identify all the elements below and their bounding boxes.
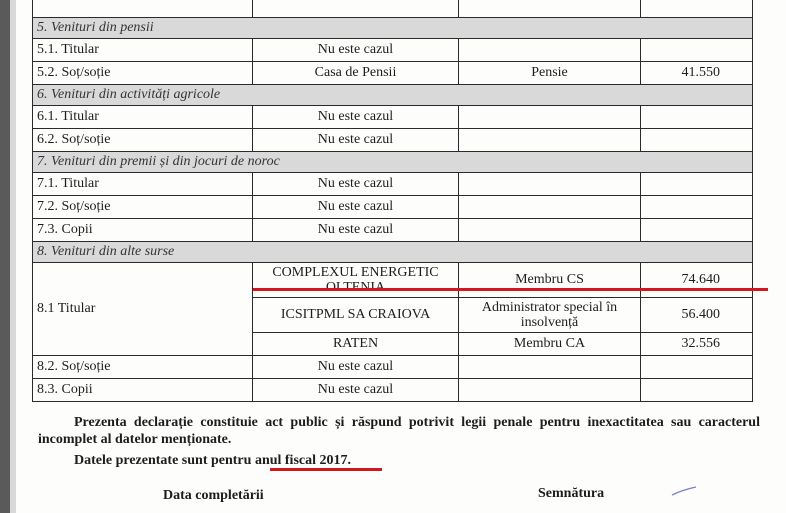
income-source: Nu este cazul [253,39,459,62]
income-service [459,39,641,62]
legal-statement: Prezenta declarație constituie act public și răspund potrivit legii penale pentru inexactitatea sau caracterul incomplet al datelor menționate. [38,415,760,447]
income-service [459,219,641,242]
income-amount [641,106,753,129]
date-label: Data completării [163,488,264,503]
table-row [33,196,753,219]
income-amount: 32.556 [641,333,753,356]
row-label: 8.1 Titular [33,263,253,356]
income-service: Membru CA [459,333,641,356]
section-title: 5. Venituri din pensii [33,18,753,39]
income-service [459,356,641,379]
table-row [33,173,753,196]
section-title: 8. Venituri din alte surse [33,242,753,263]
income-source: Nu este cazul [253,219,459,242]
table-row [33,356,753,379]
income-amount [641,196,753,219]
section-header [33,152,753,173]
income-service [459,106,641,129]
income-source: Nu este cazul [253,379,459,402]
income-amount [641,379,753,402]
row-label: 5.1. Titular [33,39,253,62]
fiscal-year: anul fiscal 2017. [254,453,352,468]
table-row [33,106,753,129]
income-source: RATEN [253,333,459,356]
table-row [33,0,753,18]
highlight-underline [253,288,768,291]
fiscal-year-statement [74,452,786,469]
income-source: ICSITPML SA CRAIOVA [253,298,459,333]
income-amount [641,356,753,379]
table-row [33,379,753,402]
income-amount: 41.550 [641,62,753,85]
scan-edge [0,0,10,513]
income-source: COMPLEXUL ENERGETIC [253,263,459,298]
income-amount [641,219,753,242]
income-source: Nu este cazul [253,106,459,129]
income-service: Membru CS [459,263,641,298]
row-label: 6.1. Titular [33,106,253,129]
table-row [33,39,753,62]
income-source: Casa de Pensii [253,62,459,85]
income-amount [641,173,753,196]
section-title: 6. Venituri din activități agricole [33,85,753,106]
income-table [32,0,753,402]
income-source: Nu este cazul [253,129,459,152]
row-label: 8.3. Copii [33,379,253,402]
table-row [33,263,753,298]
section-header [33,18,753,39]
table-row [33,219,753,242]
signature-label: Semnătura [538,486,605,501]
row-label: 6.2. Soț/soție [33,129,253,152]
row-label: 8.2. Soț/soție [33,356,253,379]
income-amount [641,39,753,62]
income-source: Nu este cazul [253,356,459,379]
income-service [459,196,641,219]
income-amount: 56.400 [641,298,753,333]
row-label: 5.2. Soț/soție [33,62,253,85]
row-label: 7.2. Soț/soție [33,196,253,219]
row-label: 7.3. Copii [33,219,253,242]
income-amount [641,129,753,152]
income-source: Nu este cazul [253,173,459,196]
income-service: Administrator special în insolvență [459,298,641,333]
table-row [33,62,753,85]
row-label: 7.1. Titular [33,173,253,196]
scan-edge-shadow [10,0,16,513]
section-title: 7. Venituri din premii și din jocuri de noroc [33,152,753,173]
fiscal-year-underline [270,468,382,471]
section-header [33,85,753,106]
signature-mark [670,484,700,498]
income-service: Pensie [459,62,641,85]
income-source: Nu este cazul [253,196,459,219]
income-amount: 74.640 [641,263,753,298]
section-header [33,242,753,263]
income-service [459,379,641,402]
table-row [33,129,753,152]
income-service [459,129,641,152]
income-service [459,173,641,196]
fiscal-prefix: Datele prezentate sunt pentru [74,453,255,468]
